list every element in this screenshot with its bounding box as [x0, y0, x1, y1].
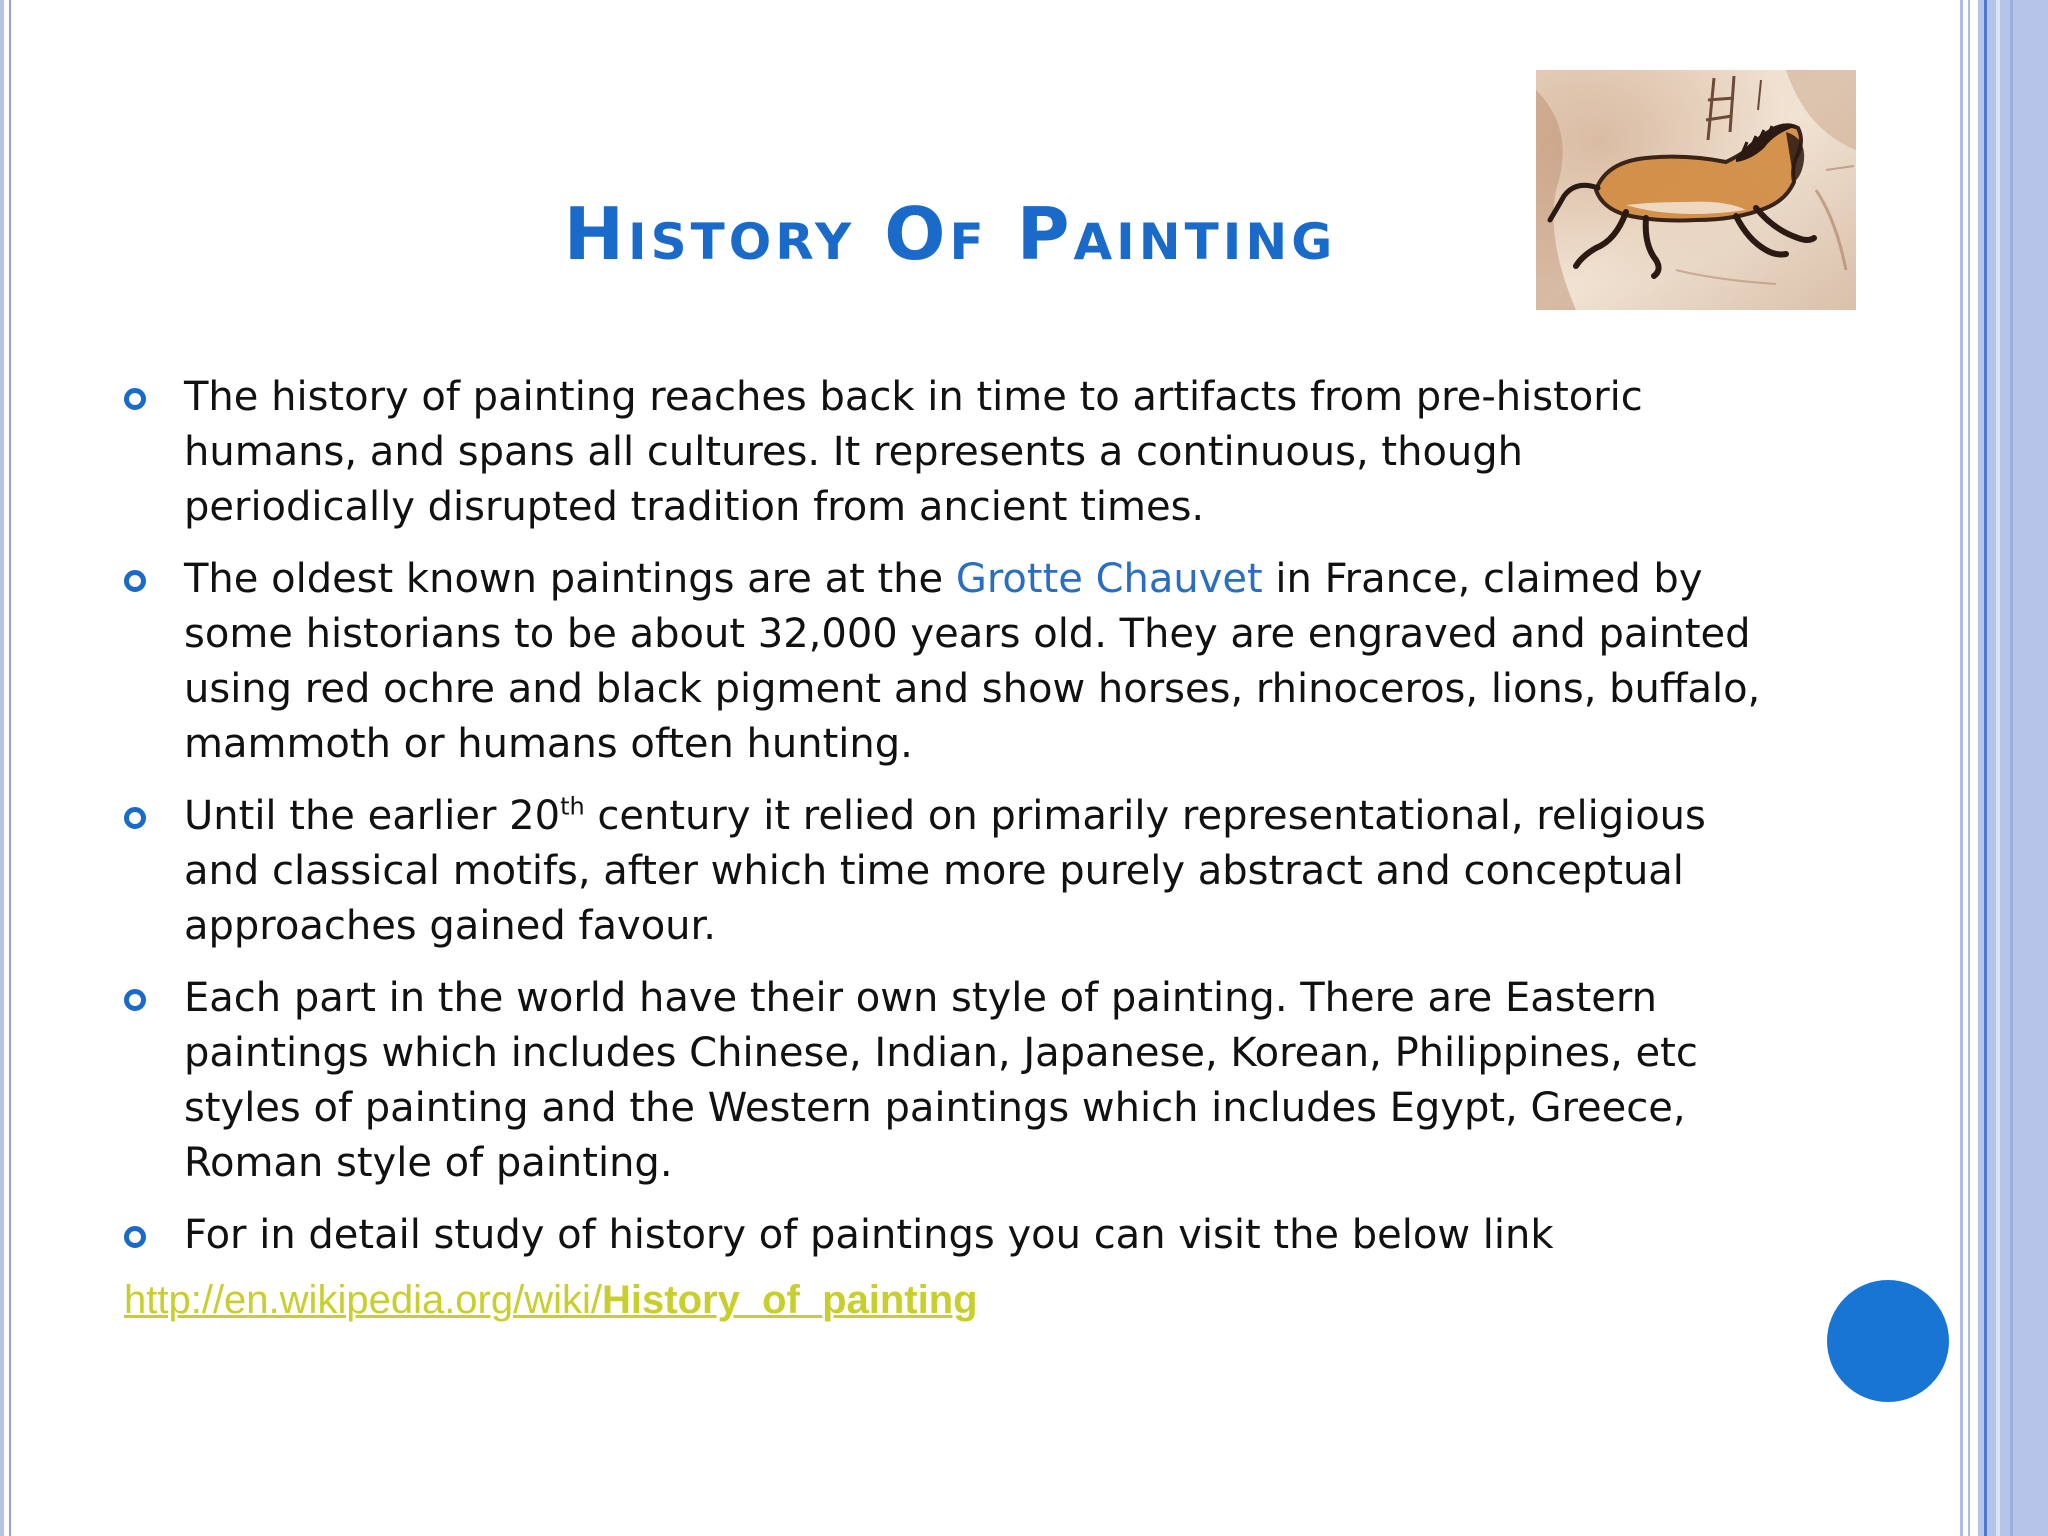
bullet-circle-icon: [124, 570, 146, 592]
bullet-text-after-link: in France, claimed by some historians to be about 32,000 years old. They are engraved and painted using red ochre and black pigment and show horses, rhinoceros, lions, buffalo, mammoth or humans often hunting.: [184, 556, 1761, 767]
url-prefix[interactable]: http://en.wikipedia.org/wiki/: [124, 1278, 603, 1322]
wikipedia-link[interactable]: [124, 1278, 978, 1323]
bullet-circle-icon: [124, 1226, 146, 1248]
bullet-item-oldest-paintings: [124, 552, 1764, 772]
bullet-circle-icon: [124, 989, 146, 1011]
bullet-item-study-link: [124, 1208, 1764, 1263]
bullet-text: Each part in the world have their own style of painting. There are Eastern paintings which includes Chinese, Indian, Japanese, Korean, Philippines, etc styles of painting and the Western paintings which includes Egypt, Greece, Roman style of painting.: [184, 975, 1698, 1186]
url-page-name[interactable]: History_of_painting: [602, 1278, 978, 1322]
decorative-circle: [1827, 1280, 1949, 1402]
bullet-list: [124, 370, 1764, 1263]
bullet-text-before-link: The oldest known paintings are at the: [184, 556, 956, 602]
left-border-line: [0, 0, 4, 1536]
superscript-th: th: [560, 792, 585, 821]
right-band-stripe-mid: [2010, 0, 2013, 1536]
slide-title: History Of Painting: [563, 192, 1337, 276]
bullet-text: The history of painting reaches back in time to artifacts from pre-historic humans, and spans all cultures. It represents a continuous, though periodically disrupted tradition from ancient times.: [184, 374, 1643, 530]
right-band-stripe-dark: [1984, 0, 1987, 1536]
right-border-line: [1960, 0, 1963, 1536]
bullet-text: For in detail study of history of paintings you can visit the below link: [184, 1212, 1554, 1258]
bullet-circle-icon: [124, 807, 146, 829]
right-band-stripe-light: [1996, 0, 2000, 1536]
slide-content: [124, 370, 1764, 1280]
bullet-text-before-sup: Until the earlier 20: [184, 793, 561, 839]
bullet-circle-icon: [124, 388, 146, 410]
cave-painting-horse-icon: [1536, 70, 1856, 310]
bullet-item-styles: [124, 971, 1764, 1191]
left-border-line-inner: [9, 0, 11, 1536]
grotte-chauvet-link[interactable]: Grotte Chauvet: [955, 556, 1263, 602]
right-border-line-inner: [1968, 0, 1970, 1536]
bullet-item-20th-century: [124, 789, 1764, 954]
right-border-band: [1978, 0, 2048, 1536]
bullet-item-history: [124, 370, 1764, 535]
bullet-text-after-sup: century it relied on primarily representational, religious and classical motifs, after which time more purely abstract and conceptual approaches gained favour.: [184, 793, 1706, 949]
